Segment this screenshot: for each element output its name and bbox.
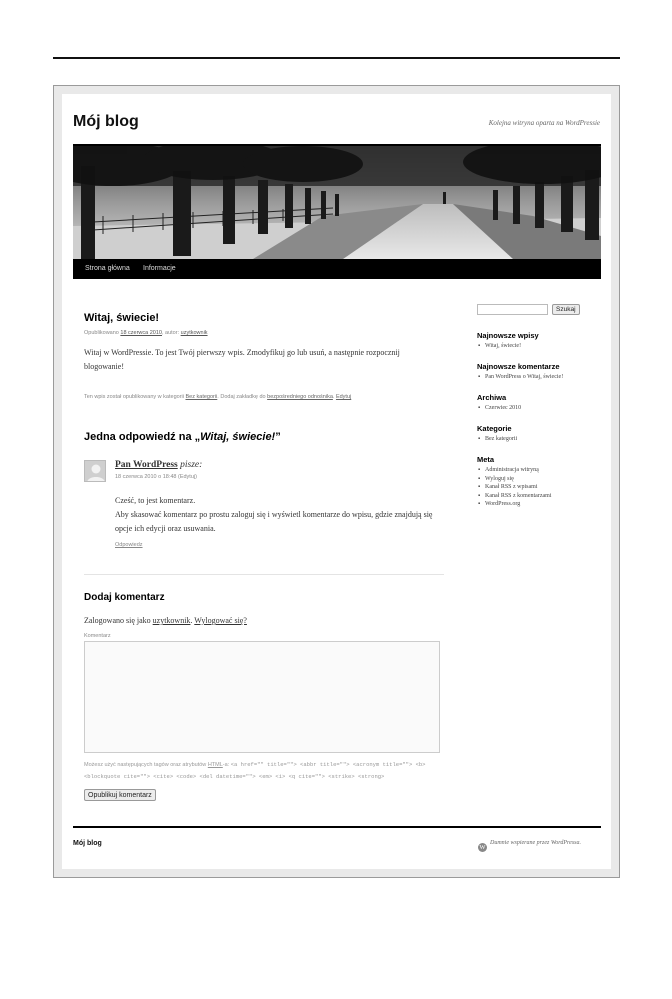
widget-link[interactable]: ▪ Bez kategorii bbox=[477, 435, 607, 444]
post-content: Witaj w WordPressie. To jest Twój pierwszy wpis. Zmodyfikuj go lub usuń, a następnie rozpocznij blogowanie! bbox=[84, 348, 400, 371]
post-date-link[interactable]: 18 czerwca 2010 bbox=[120, 330, 162, 336]
allowed-tags-middle: -a: bbox=[222, 762, 230, 768]
post-meta bbox=[84, 330, 208, 336]
submit-comment-button[interactable]: Opublikuj komentarz bbox=[84, 789, 156, 801]
nav-item-home[interactable]: Strona główna bbox=[85, 265, 130, 272]
page-top-rule bbox=[53, 57, 620, 59]
post-author-link[interactable]: uzytkownik bbox=[180, 330, 208, 336]
nav-item-about[interactable]: Informacje bbox=[143, 265, 176, 272]
comment-textarea[interactable] bbox=[84, 641, 440, 753]
comments-divider bbox=[84, 574, 444, 575]
footer-rule bbox=[73, 826, 601, 828]
widget-recent-comments bbox=[477, 362, 607, 382]
search-input[interactable] bbox=[477, 304, 548, 315]
comments-title bbox=[84, 431, 281, 443]
widget-categories bbox=[477, 424, 607, 444]
logged-in-as bbox=[84, 616, 247, 625]
logged-in-separator: . bbox=[190, 616, 193, 625]
widget-link[interactable]: ▪ Kanał RSS z komentarzami bbox=[477, 492, 607, 501]
post-utility bbox=[84, 394, 351, 400]
comments-title-prefix: Jedna odpowiedź na „ bbox=[84, 431, 201, 443]
comment-label: Komentarz bbox=[84, 633, 111, 639]
widget-link[interactable]: ▪ Administracja witryną bbox=[477, 466, 607, 475]
comment-edit-link[interactable]: (Edytuj) bbox=[178, 474, 197, 480]
allowed-tags-note bbox=[84, 759, 444, 783]
widget-recent-posts bbox=[477, 331, 607, 351]
footer-site-title[interactable]: Mój blog bbox=[73, 840, 102, 847]
edit-post-link[interactable]: Edytuj bbox=[335, 394, 352, 400]
footer-credit-link[interactable]: Dumnie wspierane przez WordPressa. bbox=[490, 840, 581, 846]
comment-date bbox=[115, 474, 197, 480]
comment-author bbox=[115, 460, 202, 470]
comment-says: pisze: bbox=[180, 460, 203, 470]
widget-archives bbox=[477, 393, 607, 413]
comment-author-link[interactable]: Pan WordPress bbox=[115, 460, 178, 470]
comment-body bbox=[115, 494, 445, 536]
category-link[interactable]: Bez kategorii bbox=[185, 394, 218, 400]
main-navigation bbox=[73, 259, 601, 279]
widget-link[interactable]: ▪ Witaj, świecie! bbox=[477, 342, 607, 351]
site-description: Kolejna witryna oparta na WordPressie bbox=[488, 119, 600, 127]
widget-title: Meta bbox=[477, 455, 495, 464]
post-meta-prefix: Opublikowano bbox=[84, 330, 119, 336]
allowed-tags-list: <a href="" title=""> <abbr title=""> <acronym title=""> <b> <blockquote cite=""> <cite> <code> <del datetime=""> <em> <i> <q cite=""> <strike> <strong> bbox=[84, 761, 426, 780]
browser-screenshot-frame bbox=[53, 85, 620, 878]
widget-link[interactable]: ▪ Pan WordPress o Witaj, świecie! bbox=[477, 373, 607, 382]
comment-date-link[interactable]: 18 czerwca 2010 o 18:48 bbox=[115, 474, 177, 480]
comments-title-post: Witaj, świecie! bbox=[200, 431, 276, 443]
widget-title: Najnowsze wpisy bbox=[477, 331, 539, 340]
widget-link[interactable]: ▪ WordPress.org bbox=[477, 500, 607, 509]
page-wrapper bbox=[62, 94, 611, 869]
search-button[interactable]: Szukaj bbox=[552, 304, 580, 315]
header-image bbox=[73, 144, 601, 259]
wordpress-icon: W bbox=[479, 844, 486, 851]
comments-title-suffix: ” bbox=[275, 431, 281, 443]
post-title[interactable]: Witaj, świecie! bbox=[84, 312, 160, 324]
widget-title: Kategorie bbox=[477, 424, 512, 433]
widget-title: Najnowsze komentarze bbox=[477, 362, 560, 371]
widget-link[interactable]: ▪ Czerwiec 2010 bbox=[477, 404, 607, 413]
reply-title: Dodaj komentarz bbox=[84, 592, 165, 603]
logged-in-prefix: Zalogowano się jako bbox=[84, 616, 151, 625]
widget-meta bbox=[477, 455, 607, 509]
post-meta-author-prefix: , autor: bbox=[161, 330, 180, 336]
html-abbr: HTML bbox=[207, 762, 223, 768]
utility-middle: . Dodaj zakładkę do bbox=[217, 394, 266, 400]
utility-separator: . bbox=[332, 394, 335, 400]
avatar-silhouette-icon bbox=[85, 461, 106, 482]
reply-link[interactable]: Odpowiedz bbox=[115, 542, 143, 548]
utility-prefix: Ten wpis został opublikowany w kategorii bbox=[84, 394, 184, 400]
widget-title: Archiwa bbox=[477, 393, 507, 402]
widget-link[interactable]: ▪ Wyloguj się bbox=[477, 475, 607, 484]
permalink-link[interactable]: bezpośredniego odnośnika bbox=[267, 394, 333, 400]
widget-link[interactable]: ▪ Kanał RSS z wpisami bbox=[477, 483, 607, 492]
logout-link[interactable]: Wylogować się? bbox=[194, 616, 247, 625]
comment-body-line-2: Aby skasować komentarz po prostu zaloguj się i wyświetl komentarze do wpisu, gdzie znajdują się opcje ich edycji oraz usuwania. bbox=[115, 510, 433, 533]
logged-in-user-link[interactable]: uzytkownik bbox=[152, 616, 191, 625]
avatar bbox=[84, 460, 106, 482]
allowed-tags-prefix: Możesz użyć następujących tagów oraz atrybutów bbox=[84, 762, 207, 768]
site-title[interactable]: Mój blog bbox=[73, 113, 139, 130]
comment-body-line-1: Cześć, to jest komentarz. bbox=[115, 496, 196, 505]
